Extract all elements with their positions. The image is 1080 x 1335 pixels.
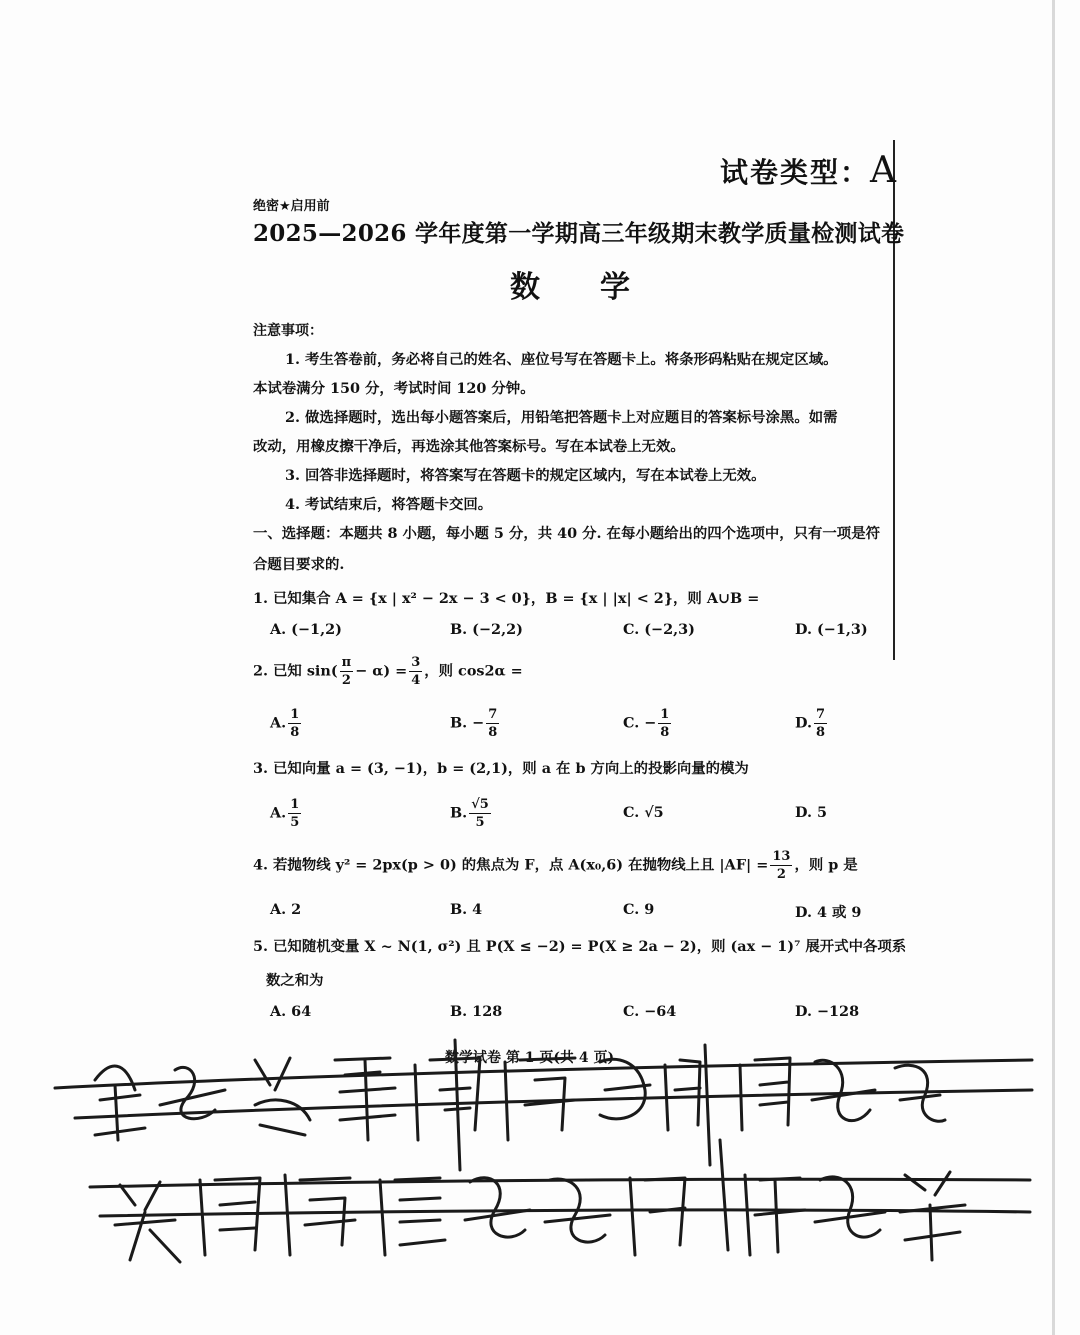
q2-val-den: 4 — [411, 673, 421, 688]
question-3-stem: 3. 已知向量 a = (3, −1)，b = (2,1)，则 a 在 b 方向上的投影向量的模为 — [253, 760, 749, 777]
q5-option-a: A. 64 — [270, 1003, 312, 1020]
q4-option-a: A. 2 — [270, 901, 302, 918]
handwritten-glyph — [255, 1058, 310, 1135]
q4-stem-b: ，则 p 是 — [794, 856, 858, 874]
handwritten-glyph — [465, 1178, 530, 1237]
handwritten-glyph — [160, 1067, 225, 1118]
q4-option-d: D. 4 或 9 — [795, 904, 862, 921]
q2-opt-num: 1 — [660, 707, 670, 722]
section-heading: 一、选择题：本题共 8 小题，每小题 5 分，共 40 分. 在每小题给出的四个选项中，只有一项是符 — [253, 525, 880, 542]
q4-option-c: C. 9 — [623, 901, 655, 918]
notice-item: 1. 考生答卷前，务必将自己的姓名、座位号写在答题卡上。将条形码粘贴在规定区域。 — [285, 351, 838, 368]
q1-option-c: C. (−2,3) — [623, 621, 695, 638]
q2-opt-den: 8 — [815, 725, 826, 740]
subject-title: 数学 — [510, 270, 690, 305]
notice-item: 3. 回答非选择题时，将答案写在答题卡的规定区域内，写在本试卷上无效。 — [285, 467, 766, 484]
page-footer: 数学试卷 第 1 页(共 4 页) — [445, 1050, 615, 1066]
confidential-mark: 绝密★启用前 — [253, 199, 330, 214]
q3-opt-label: B. — [450, 804, 468, 822]
q2-opt-label: B. − — [450, 714, 485, 732]
handwritten-glyph — [415, 1058, 480, 1140]
strike-line — [75, 1090, 1032, 1118]
q2-opt-num: 7 — [815, 707, 826, 722]
paper-type-value: A — [870, 150, 899, 191]
handwritten-glyph — [815, 1177, 885, 1237]
strike-line — [100, 1210, 1030, 1216]
exam-title: 2025—2026 学年度第一学期高三年级期末教学质量检测试卷 — [253, 220, 905, 247]
notice-item: 2. 做选择题时，选出每小题答案后，用铅笔把答题卡上对应题目的答案标号涂黑。如需 — [285, 409, 838, 426]
q2-opt-den: 8 — [660, 725, 670, 740]
q4-stem-a: 4. 若抛物线 y² = 2px(p > 0) 的焦点为 F，点 A(x₀,6) 在抛物线上且 |AF| = — [253, 856, 769, 874]
q3-opt-num: 1 — [290, 797, 300, 812]
q1-option-b: B. (−2,2) — [450, 621, 523, 638]
handwritten-glyph — [630, 1178, 685, 1255]
handwritten-glyph — [200, 1178, 260, 1255]
q2-opt-label: C. − — [623, 714, 657, 732]
notice-heading: 注意事项： — [253, 323, 323, 339]
q2-opt-num: 7 — [488, 707, 498, 722]
q2-stem-a: 2. 已知 sin( — [253, 662, 338, 680]
q3-option-c: C. √5 — [623, 804, 664, 821]
q5-option-d: D. −128 — [795, 1003, 860, 1020]
handwritten-glyph — [745, 1175, 805, 1255]
q3-option-d: D. 5 — [795, 804, 827, 821]
q3-opt-den: 5 — [475, 815, 485, 830]
q2-opt-label: A. — [270, 714, 287, 732]
q2-pi-num: π — [341, 655, 352, 670]
strike-bar — [705, 1045, 710, 1165]
q4-val-num: 13 — [772, 849, 791, 864]
handwritten-glyph — [665, 1060, 700, 1130]
q1-option-d: D. (−1,3) — [795, 621, 868, 638]
q2-opt-label: D. — [795, 714, 812, 732]
handwritten-glyph — [335, 1058, 395, 1140]
paper-type-label: 试卷类型： — [720, 156, 871, 189]
q3-opt-label: A. — [270, 804, 287, 822]
question-1-stem: 1. 已知集合 A = {x | x² − 2x − 3 < 0}，B = {x | |x| < 2}，则 A∪B = — [253, 590, 760, 607]
section-heading-cont: 合题目要求的. — [253, 556, 345, 573]
q2-stem-b: − α) = — [355, 662, 408, 680]
q2-opt-den: 8 — [290, 725, 300, 740]
handwritten-glyph — [285, 1175, 355, 1255]
notice-item: 改动，用橡皮擦干净后，再选涂其他答案标号。写在本试卷上无效。 — [253, 438, 685, 455]
strike-line — [55, 1060, 1032, 1088]
q5-option-c: C. −64 — [623, 1003, 677, 1020]
question-5-stem: 5. 已知随机变量 X ~ N(1, σ²) 且 P(X ≤ −2) = P(X ≥ 2a − 2)，则 (ax − 1)⁷ 展开式中各项系 — [253, 938, 907, 955]
q2-val-num: 3 — [411, 655, 421, 670]
q2-pi-den: 2 — [341, 673, 351, 688]
q3-opt-num: √5 — [471, 797, 489, 812]
handwritten-glyph — [900, 1172, 965, 1260]
q4-option-b: B. 4 — [450, 901, 483, 918]
q1-option-a: A. (−1,2) — [270, 621, 342, 638]
handwritten-glyph — [115, 1182, 180, 1262]
q2-stem-c: ，则 cos2α = — [424, 662, 523, 680]
handwritten-glyph — [380, 1178, 445, 1255]
strike-bar — [720, 1140, 728, 1250]
q2-opt-num: 1 — [290, 707, 300, 722]
handwritten-glyph — [812, 1060, 875, 1120]
question-5-stem-cont: 数之和为 — [266, 972, 324, 989]
q3-opt-den: 5 — [290, 815, 300, 830]
notice-item: 本试卷满分 150 分，考试时间 120 分钟。 — [253, 380, 535, 397]
q2-opt-den: 8 — [488, 725, 498, 740]
notice-item: 4. 考试结束后，将答题卡交回。 — [285, 496, 493, 513]
q4-val-den: 2 — [776, 867, 786, 882]
q5-option-b: B. 128 — [450, 1003, 503, 1020]
handwritten-glyph — [95, 1066, 145, 1140]
